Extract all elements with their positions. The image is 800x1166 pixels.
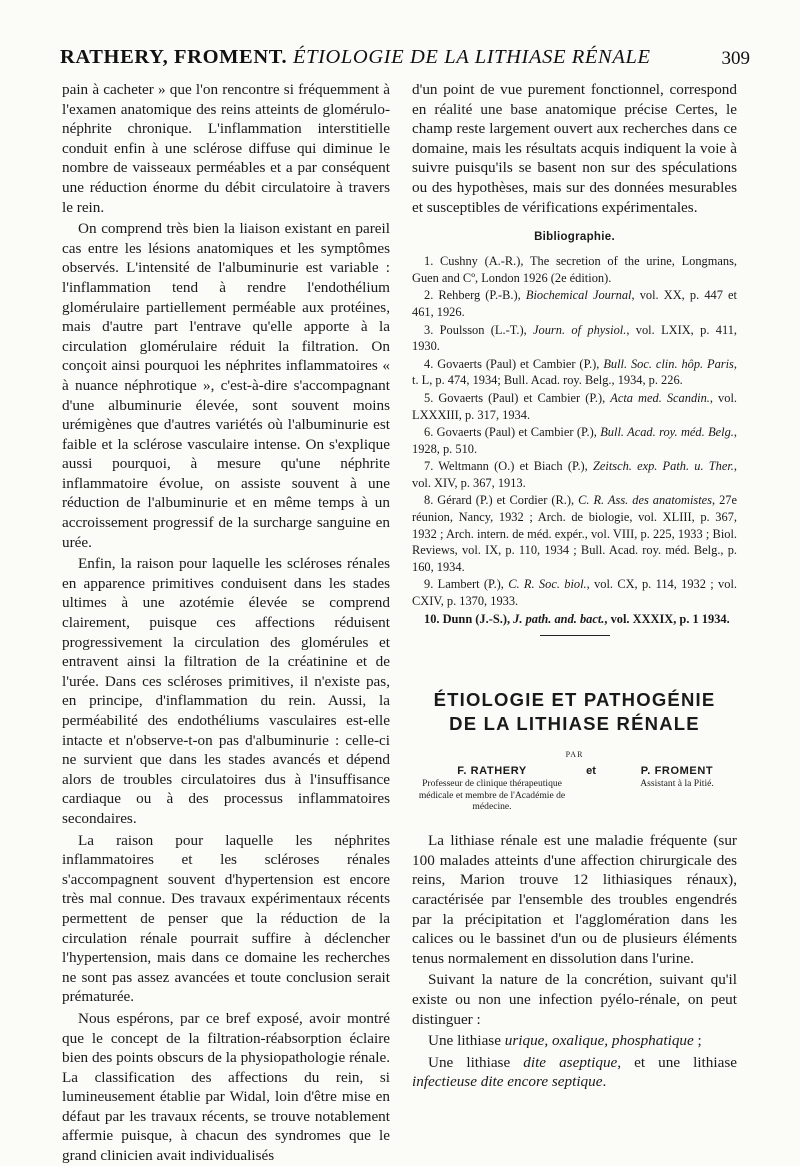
by-label: PAR <box>565 750 584 760</box>
paragraph: La raison pour laquelle les néphrites inflammatoires et les scléroses rénales s'accompagnent souvent d'hypertension est encore très mal connue. Des travaux expérimentaux récents permettent de penser que la réduction de la circulation rénale pourrait suffire à déclencher l'hypertension, mais dans ce domaine les recherches ne sont pas assez avancées et toute conclusion serait prématurée. <box>62 831 390 1006</box>
article-title-line: DE LA LITHIASE RÉNALE <box>449 713 700 735</box>
bibliography-entry: 6. Govaerts (Paul) et Cambier (P.), Bull. Acad. roy. méd. Belg., 1928, p. 510. <box>412 425 738 456</box>
bibliography-entry: 3. Poulsson (L.-T.), Journ. of physiol., vol. LXIX, p. 411, 1930. <box>412 322 738 354</box>
running-authors: RATHERY, FROMENT. <box>60 46 288 68</box>
article-title <box>412 688 737 736</box>
author-rathery <box>412 765 572 813</box>
left-column <box>62 80 390 1166</box>
running-head <box>60 46 750 76</box>
bibliography-entry: 1. Cushny (A.-R.), The secretion of the urine, Longmans, Guen and Cº, London 1926 (2e édition). <box>412 254 737 285</box>
continuation-paragraph: d'un point de vue purement fonctionnel, correspond en réalité une base anatomique précise Certes, le champ reste largement ouvert aux recherches dans ce domaine, mais les résultats acquis indiquent la voie à suivre puisqu'ils se basent non sur des spéculations ou des hypothèses, mais sur des données mesurables et susceptibles de vérifications expérimentales. <box>412 81 737 216</box>
author-affiliation: Professeur de clinique thérapeutique médicale et membre de l'Académie de médecine. <box>418 778 566 813</box>
author-affiliation: Assistant à la Pitié. <box>640 778 714 790</box>
bibliography-entry: 9. Lambert (P.), C. R. Soc. biol., vol. CX, p. 114, 1932 ; vol. CXIV, p. 1370, 1933. <box>412 577 737 609</box>
authors-block <box>412 765 737 825</box>
paragraph: pain à cacheter » que l'on rencontre si fréquemment à l'examen anatomique des reins atteints de glomérulo-néphrite chronique. L'inflammation interstitielle conduit enfin à une sclérose diffuse qui diminue le nombre de vaisseaux perméables et a par conséquent une réduction énorme du débit circulatoire à travers le rein. <box>62 81 390 216</box>
paragraph: Enfin, la raison pour laquelle les scléroses rénales en apparence primitives conduisent dans les stades ultimes à une azotémie élevée se comprend clairement, puisque ces affections réduisent progressivement la circulation des glomérules et entravent ainsi la filtration de la créatinine et de l'urée. Dans ces scléroses primitives, il n'existe pas, en principe, d'inflammation du rein. Aussi, la perméabilité des endothéliums vasculaires est-elle intacte et n'observe-t-on pas d'albuminurie : celle-ci ne survient que dans les stades avancés et dépend alors de troubles circulatoires dus à l'insuffisance cardiaque ou à des processus inflammatoires secondaires. <box>62 555 390 827</box>
author-conjunction: et <box>586 765 596 778</box>
right-column <box>412 80 737 1092</box>
paragraph: On comprend très bien la liaison existant en pareil cas entre les lésions anatomiques et les symptômes observés. L'intensité de l'albuminurie est variable : l'inflammation tend à rendre l'endothélium glomérulaire partiellement perméable aux protéines, mais d'autre part l'entrave qu'elle apporte à la circulation glomérulaire réduit la filtration. On conçoit ainsi pourquoi les néphrites inflammatoires « à nuance néphrotique », c'est-à-dire s'accompagnant d'une albuminurie élevée, sont souvent moins urémigènes que d'autres variétés où l'albuminurie est faible et la sclérose vasculaire intense. On s'explique aussi pourquoi, à mesure qu'une néphrite inflammatoire évolue, on assiste souvent à une réduction de l'albuminurie et en même temps à un accroissement progressif de la surcharge sanguine en urée. <box>62 220 390 551</box>
bibliography-entry: 5. Govaerts (Paul) et Cambier (P.), Acta med. Scandin., vol. LXXXIII, p. 317, 1934. <box>412 390 737 422</box>
bibliography-entry: 4. Govaerts (Paul) et Cambier (P.), Bull. Soc. clin. hôp. Paris, t. L, p. 474, 1934; Bull. Acad. roy. Belg., 1934, p. 226. <box>412 356 737 388</box>
author-name: P. FROMENT <box>640 765 714 778</box>
author-name: F. RATHERY <box>457 765 527 778</box>
bibliography-entry: 2. Rehberg (P.-B.), Biochemical Journal, vol. XX, p. 447 et 461, 1926. <box>412 288 737 319</box>
article-title-line: ÉTIOLOGIE ET PATHOGÉNIE <box>433 689 716 711</box>
paragraph: Une lithiase dite aseptique, et une lithiase infectieuse dite encore septique. <box>412 1053 737 1091</box>
running-topic: ÉTIOLOGIE DE LA LITHIASE RÉNALE <box>292 46 651 68</box>
paragraph: Suivant la nature de la concrétion, suivant qu'il existe ou non une infection pyélo-rénale, on peut distinguer : <box>412 971 737 1028</box>
paragraph: Une lithiase urique, oxalique, phosphatique ; <box>428 1032 702 1050</box>
article-body <box>412 831 737 1092</box>
paragraph: Nous espérons, par ce bref exposé, avoir montré que le concept de la filtration-réabsorption éclaire bien des points obscurs de la physiopathologie rénale. La classification des affections du rein, si lumineusement établie par Widal, loin d'être mise en défaut par les travaux récents, se trouve notablement affermie puisque, à chacun des syndromes que le grand clinicien avait individualisés <box>62 1009 390 1165</box>
bibliography-entry: 7. Weltmann (O.) et Biach (P.), Zeitsch. exp. Path. u. Ther., vol. XIV, p. 367, 1913. <box>412 459 737 490</box>
bibliography-list <box>412 253 737 627</box>
page-number: 309 <box>721 48 750 69</box>
bibliography-heading: Bibliographie. <box>534 231 615 244</box>
bibliography-entry: 8. Gérard (P.) et Cordier (R.), C. R. Ass. des anatomistes, 27e réunion, Nancy, 1932 ; Arch. de biologie, vol. XLIII, p. 367, 1932 ; Arch. intern. de méd. expér., vol. VIII, p. 225, 1933 ; Biol. Reviews, vol. IX, p. 110, 1934 ; Bull. Acad. roy. méd. Belg., p. 160, 1934. <box>412 493 737 574</box>
author-froment <box>612 765 742 790</box>
running-title <box>60 46 651 69</box>
bibliography-entry: 10. Dunn (J.-S.), J. path. and. bact., vol. XXXIX, p. 1 1934. <box>424 611 730 626</box>
section-divider <box>540 635 610 636</box>
paragraph: La lithiase rénale est une maladie fréquente (sur 100 malades atteints d'une affection chirurgicale des reins, Marion trouve 12 lithiasiques rénaux), caractérisée par l'ensemble des troubles engendrés par la précipitation et l'agglomération dans les calices ou le bassinet d'un ou de plusieurs éléments tenus normalement en dissolution dans l'urine. <box>412 832 737 967</box>
